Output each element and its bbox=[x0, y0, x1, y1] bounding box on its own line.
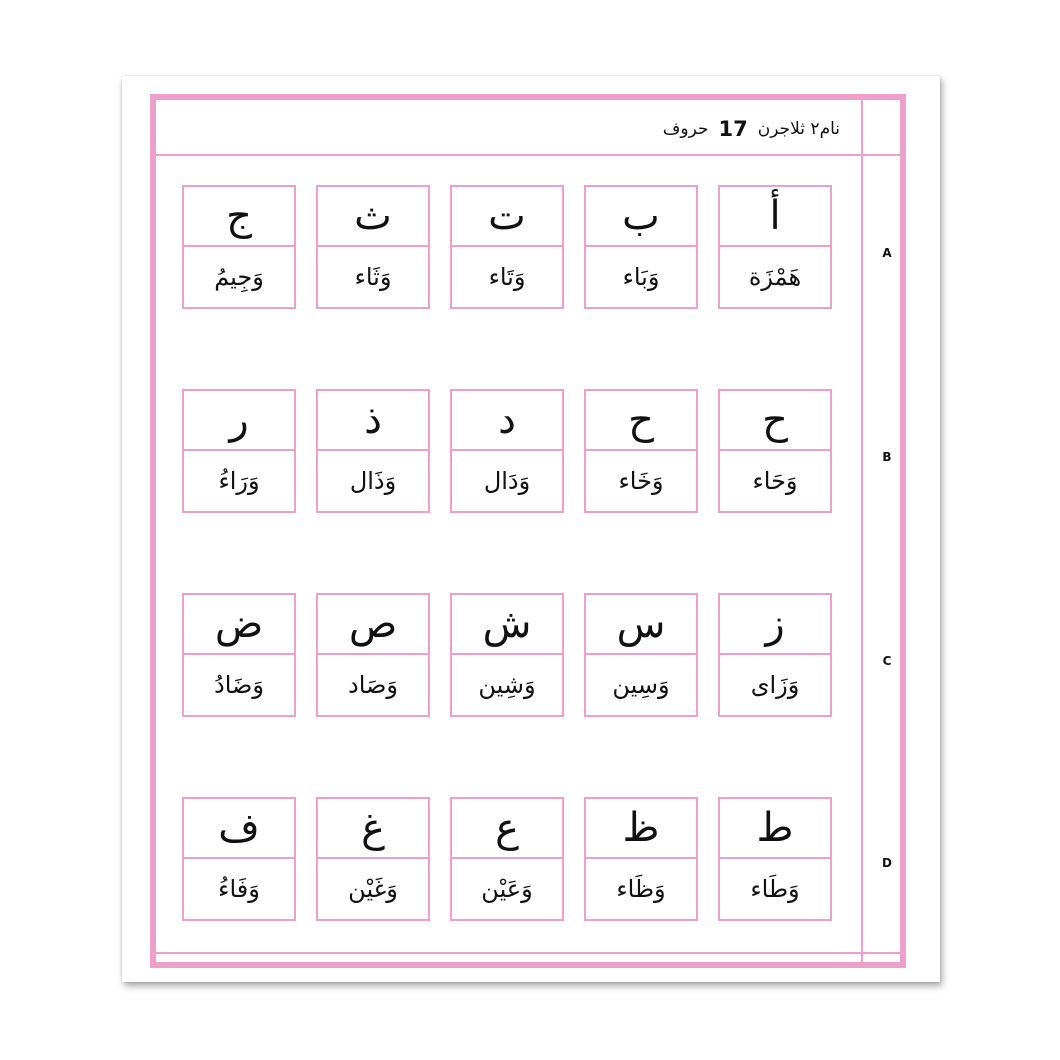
letter-name: وَجِيمُ bbox=[214, 263, 264, 291]
row-label: B bbox=[882, 450, 892, 464]
letter-glyph: ف bbox=[184, 799, 294, 859]
letter-glyph: ذ bbox=[318, 391, 428, 451]
row-label: A bbox=[882, 246, 892, 260]
letter-glyph: ح bbox=[586, 391, 696, 451]
row-label: C bbox=[882, 654, 892, 668]
header-publisher: نام۲ ثلاجرن bbox=[757, 119, 840, 139]
letter-card bbox=[450, 593, 564, 717]
header-divider bbox=[156, 154, 900, 156]
letter-name: وَشِين bbox=[478, 671, 536, 699]
letter-name: وَصَاد bbox=[348, 671, 398, 699]
letter-name: وَظَاء bbox=[616, 875, 666, 903]
letter-card bbox=[584, 185, 698, 309]
letter-name: هَمْزَة bbox=[748, 263, 802, 291]
letter-name: وَحَاء bbox=[752, 467, 798, 495]
letter-card bbox=[316, 389, 430, 513]
letter-glyph: ر bbox=[184, 391, 294, 451]
letter-card bbox=[450, 185, 564, 309]
letter-glyph: ظ bbox=[586, 799, 696, 859]
letter-name: وَطَاء bbox=[750, 875, 800, 903]
letter-name: وَتَاء bbox=[488, 263, 526, 291]
letter-glyph: ج bbox=[184, 187, 294, 247]
letter-card bbox=[182, 593, 296, 717]
letter-name: وَسِين bbox=[612, 671, 670, 699]
letter-glyph: ش bbox=[452, 595, 562, 655]
letter-name: وَبَاء bbox=[622, 263, 660, 291]
letter-card bbox=[718, 185, 832, 309]
page-header bbox=[663, 114, 840, 144]
letter-glyph: د bbox=[452, 391, 562, 451]
letter-card bbox=[316, 797, 430, 921]
letter-glyph: ز bbox=[720, 595, 830, 655]
letter-name: وَضَادُ bbox=[214, 671, 264, 699]
letter-card bbox=[718, 593, 832, 717]
letter-name: وَرَاءُ bbox=[218, 467, 260, 495]
letter-card bbox=[316, 185, 430, 309]
row-label: D bbox=[882, 856, 892, 870]
letter-card bbox=[182, 389, 296, 513]
letter-name: وَزَاى bbox=[750, 671, 800, 699]
letter-name: وَعَيْن bbox=[481, 875, 533, 903]
letter-card bbox=[182, 185, 296, 309]
letter-glyph: ح bbox=[720, 391, 830, 451]
letter-name: وَفَاءُ bbox=[218, 875, 260, 903]
footer-divider bbox=[156, 952, 900, 954]
letter-name: وَغَيْن bbox=[348, 875, 398, 903]
letter-glyph: غ bbox=[318, 799, 428, 859]
letter-glyph: ث bbox=[318, 187, 428, 247]
letter-glyph: ت bbox=[452, 187, 562, 247]
worksheet-page bbox=[122, 76, 940, 982]
letter-glyph: ب bbox=[586, 187, 696, 247]
letter-name: وَثَاء bbox=[354, 263, 392, 291]
letter-card bbox=[182, 797, 296, 921]
letter-glyph: أ bbox=[720, 187, 830, 247]
page-border bbox=[150, 94, 906, 968]
letter-card bbox=[316, 593, 430, 717]
letter-card bbox=[450, 797, 564, 921]
letter-card bbox=[584, 797, 698, 921]
page-number: 17 bbox=[718, 117, 748, 141]
letter-name: وَخَاء bbox=[618, 467, 664, 495]
row-label-divider bbox=[861, 100, 863, 962]
letter-card bbox=[718, 389, 832, 513]
letter-name: وَدَال bbox=[483, 467, 531, 495]
letter-card bbox=[718, 797, 832, 921]
letter-glyph: س bbox=[586, 595, 696, 655]
letter-name: وَذَال bbox=[349, 467, 397, 495]
letter-glyph: ع bbox=[452, 799, 562, 859]
letter-glyph: ط bbox=[720, 799, 830, 859]
letter-glyph: ض bbox=[184, 595, 294, 655]
header-subject: حروف bbox=[662, 119, 709, 139]
letter-card bbox=[584, 593, 698, 717]
letter-card bbox=[450, 389, 564, 513]
letter-glyph: ص bbox=[318, 595, 428, 655]
letter-card bbox=[584, 389, 698, 513]
